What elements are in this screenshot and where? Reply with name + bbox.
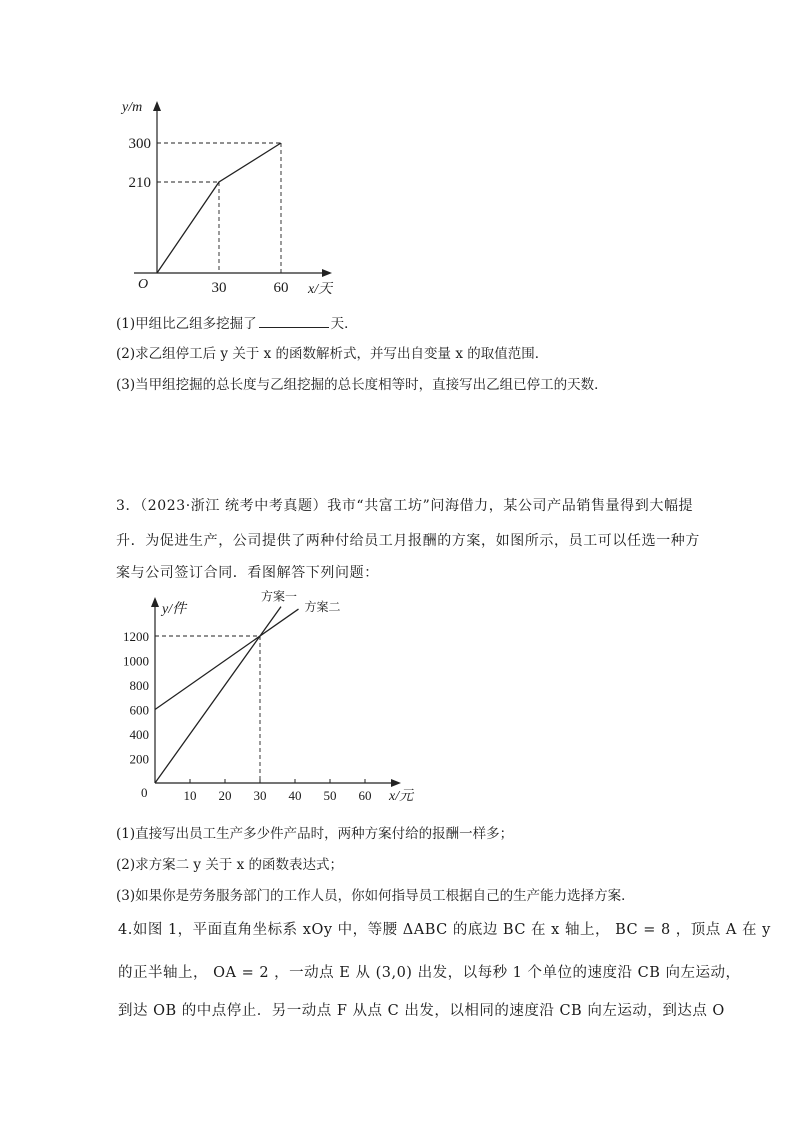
x-tick-label: 20	[218, 788, 232, 803]
x-tick-label: 30	[211, 280, 227, 296]
x-tick-label: 60	[358, 788, 372, 803]
guide-lines	[157, 143, 281, 273]
x-tick-label: 50	[323, 788, 337, 803]
q3-intro-line3: 案与公司签订合同．看图解答下列问题：	[116, 565, 379, 581]
answer-blank[interactable]	[259, 315, 329, 328]
q2-item2: (2)求乙组停工后 y 关于 x 的函数解析式，并写出自变量 x 的取值范围．	[116, 346, 549, 362]
q2-item1	[116, 312, 358, 332]
y-tick-label: 300	[128, 136, 151, 152]
series-label-2: 方案二	[304, 600, 341, 615]
q2-item3: (3)当甲组挖掘的总长度与乙组挖掘的总长度相等时，直接写出乙组已停工的天数．	[116, 377, 608, 393]
y-tick-label: 210	[128, 175, 151, 191]
q3-item2: (2)求方案二 y 关于 x 的函数表达式；	[116, 857, 344, 873]
x-axis-arrow	[391, 779, 401, 787]
x-axis-arrow	[322, 269, 332, 277]
q3-intro-line2: 升．为促进生产，公司提供了两种付给员工月报酬的方案，如图所示，员工可以任选一种方	[116, 533, 700, 549]
origin-label: O	[138, 277, 149, 292]
series-line-2	[155, 609, 299, 709]
y-tick-label: 200	[129, 751, 149, 767]
y-tick-label: 1200	[123, 629, 149, 644]
y-tick-label: 400	[129, 727, 149, 742]
x-tick-label: 40	[288, 788, 302, 803]
x-tick-label: 30	[253, 788, 267, 803]
chart-digging-progress	[120, 95, 360, 305]
y-tick-label: 800	[129, 678, 149, 693]
y-axis-label-text: y/m	[122, 100, 143, 115]
y-axis-label: y/件	[162, 602, 187, 617]
tick-labels	[129, 136, 289, 296]
x-tick-label: 10	[183, 788, 197, 803]
origin-label: 0	[141, 785, 148, 800]
y-tick-label: 600	[129, 702, 149, 718]
q4-line1: 4.如图 1，平面直角坐标系 xOy 中，等腰 ΔABC 的底边 BC 在 x 轴上， BC = 8 ，顶点 A 在 y	[118, 922, 771, 938]
q3-intro-line1: 3．（2023·浙江 统考中考真题）我市“共富工坊”问海借力，某公司产品销售量得到大幅提	[116, 498, 694, 514]
q3-item3: (3)如果你是劳务服务部门的工作人员，你如何指导员工根据自己的生产能力选择方案．	[116, 888, 635, 904]
y-axis-label	[120, 100, 142, 115]
q2-item1-post: 天．	[330, 316, 358, 332]
series-group	[155, 589, 341, 783]
y-axis-arrow	[151, 597, 159, 607]
chart-payment-plans	[115, 585, 435, 810]
x-axis-label: x/元	[389, 789, 414, 804]
q3-item1: (1)直接写出员工生产多少件产品时，两种方案付给的报酬一样多；	[116, 826, 514, 842]
y-axis-arrow	[153, 101, 161, 111]
series-line-1	[155, 607, 281, 783]
tick-labels	[123, 629, 372, 803]
series-label-1: 方案一	[260, 589, 298, 604]
q4-line2: 的正半轴上， OA = 2 ，一动点 E 从 (3,0) 出发，以每秒 1 个单位的速度沿 CB 向左运动，	[118, 965, 741, 981]
y-tick-label: 1000	[123, 653, 149, 669]
q4-line3: 到达 OB 的中点停止．另一动点 F 从点 C 出发，以相同的速度沿 CB 向左运动，到达点 O	[118, 1003, 725, 1019]
q2-item1-pre: (1)甲组比乙组多挖掘了	[116, 316, 257, 332]
x-tick-label: 60	[273, 280, 289, 296]
x-axis-label: x/天	[308, 282, 333, 297]
